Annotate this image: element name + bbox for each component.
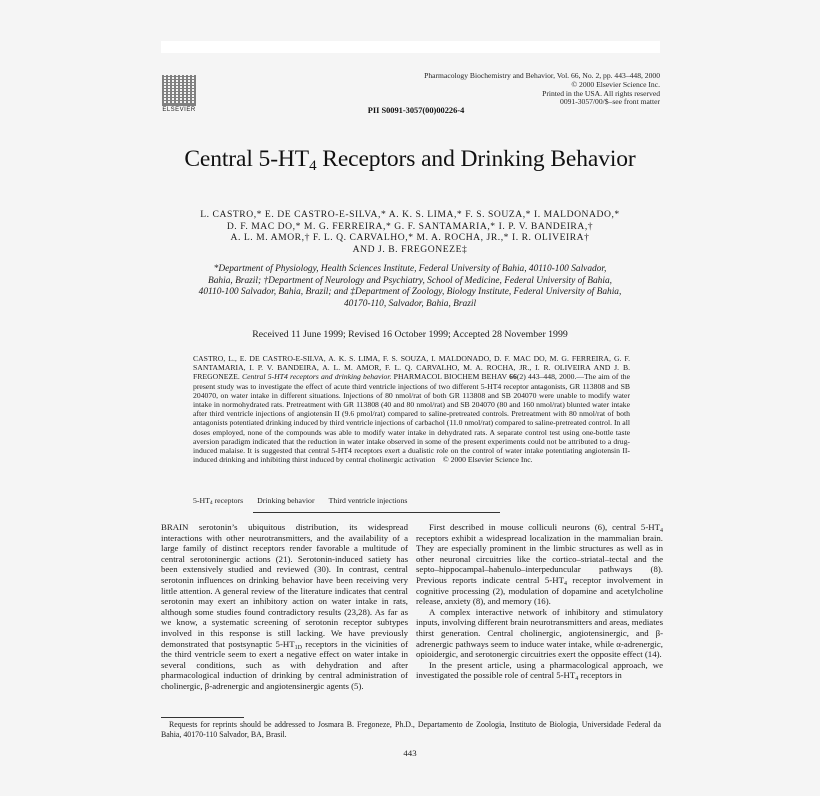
abstract-citation-title: Central 5-HT4 receptors and drinking behavior. (242, 372, 392, 382)
keywords (193, 496, 407, 505)
abstract-citation-authors: CASTRO, L., E. DE CASTRO-E-SILVA, A. K. S. LIMA, F. S. SOUZA, I. MALDONADO, D. F. MAC DO, M. G. FERREIRA, G. F. SANTAMARIA, I. P. V. BANDEIRA, A. L. M. AMOR, F. L. Q. CARVALHO, M. A. ROCHA, JR., I. R. OLIVEIRA AND J. B. FREGONEZE. (193, 354, 630, 382)
author-list (160, 209, 660, 255)
title-text: Central 5-HT (184, 146, 310, 172)
abstract-copyright: © 2000 Elsevier Science Inc. (442, 455, 533, 465)
keyword: $5-HT_4$ receptors (193, 496, 244, 506)
affiliation-line: 40110-100 Salvador, Bahia, Brazil; and ‡Department of Zoology, Biology Institute, Federal University of Bahia, (198, 287, 622, 298)
top-white-bar (161, 41, 660, 53)
body-column-right (416, 522, 663, 681)
elsevier-tree-icon (162, 75, 196, 106)
author-line: AND J. B. FREGONEZE‡ (352, 243, 468, 255)
affiliation-line: 40170-110, Salvador, Bahia, Brazil (343, 298, 477, 309)
title-subscript: 4 (309, 158, 317, 174)
issn-line: 0091-3057/00/$–see front matter (560, 97, 660, 107)
author-line: L. CASTRO,* E. DE CASTRO-E-SILVA,* A. K. S. LIMA,* F. S. SOUZA,* I. MALDONADO,* (200, 209, 620, 220)
abstract-citation-journal: PHARMACOL BIOCHEM BEHAV (393, 372, 507, 382)
author-line: D. F. MAC DO,* M. G. FERREIRA,* G. F. SANTAMARIA,* I. P. V. BANDEIRA,† (226, 220, 594, 232)
abstract (193, 354, 630, 464)
printed-line: Printed in the USA. All rights reserved (542, 88, 660, 98)
page-number: 443 (403, 748, 417, 758)
submission-dates: Received 11 June 1999; Revised 16 October 1999; Accepted 28 November 1999 (252, 329, 568, 340)
reprint-footnote: Requests for reprints should be addressed to Josmara B. Fregoneze, Ph.D., Departamento de Zoologia, Instituto de Biologia, Universidade Federal da Bahia, 40170-110 Salvador, BA, Brasil. (161, 720, 661, 739)
body-column-left (161, 522, 408, 692)
footnote-divider (161, 717, 244, 718)
copyright-line: © 2000 Elsevier Science Inc. (571, 79, 660, 89)
author-line: A. L. M. AMOR,† F. L. Q. CARVALHO,* M. A. ROCHA, JR.,* I. R. OLIVEIRA† (230, 232, 590, 244)
affiliation-line: Bahia, Brazil; †Department of Neurology and Psychiatry, School of Medicine, Federal University of Bahia, (207, 275, 612, 286)
paragraph: In the present article, using a pharmacological approach, we investigated the possible role of central $5-HT_4$ receptors in (416, 659, 663, 683)
abstract-citation-rest: (2) 443–448, 2000.— (516, 372, 585, 382)
affiliations (160, 264, 660, 310)
article-title (160, 146, 660, 173)
paragraph: A complex interactive network of inhibitory and stimulatory inputs, involving different brain neurotransmitters and areas, mediates thirst generation. Central cholinergic, angiotensinergic, and β-adrenergic pathways seem to induce water intake, while α-adrenergic, opioidergic, and serotonergic circuitries exert the opposite effect (14). (416, 606, 663, 660)
title-text: Receptors and Drinking Behavior (316, 146, 636, 172)
section-divider (253, 512, 500, 513)
keyword: Drinking behavior (257, 496, 315, 505)
paragraph: First described in mouse colliculi neurons (6), central $5-HT_4$ receptors exhibit a widespread localization in the mammalian brain. They are especially prominent in the limbic structures as well as in other neuronal circuitries like the cortico–striatal–tectal and the septo–hippocampal–habenulo–interpeduncular pathways (8). Previous reports indicate central $5-HT_4$ receptor involvement in cognitive processing (2), modulation of dopamine and acetylcholine release, anxiety (8), and memory (16). (416, 522, 664, 607)
abstract-body: The aim of the present study was to investigate the effect of acute third ventricle injections of two different 5-HT4 receptor antagonists, GR 113808 and SB 204070, on water intake in different situations. Injections of 80 nmol/rat of both GR 113808 and SB 204070 were unable to modify water intake in normohydrated rats. Pretreatment with GR 113808 (40 and 80 nmol/rat) and SB 204070 (80 and 160 nmol/rat) blunted water intake after third ventricle injections of angiotensin II (9.6 pmol/rat) compared to saline-pretreated controls. Pretreatment with 80 nmol/rat of both antagonists potentiated drinking induced by third ventricle injections of carbachol (11.0 nmol/rat) compared to saline-pretreated control. In all doses employed, none of the compounds was able to modify water intake in dehydrated rats. A separate control test using one-bottle taste aversion paradigm indicated that the reduction in water intake observed in some of the present experiments could not be attributed to a drug-induced malaise. It is suggested that central 5-HT4 receptors exert a dualistic role on the control of water intake potentiating angiotensin II-induced drinking and inhibiting thirst induced by central cholinergic activation (193, 372, 631, 465)
logo-wordmark: ELSEVIER (162, 107, 196, 113)
keyword: Third ventricle injections (328, 496, 408, 505)
affiliation-line: *Department of Physiology, Health Sciences Institute, Federal University of Bahia, 40110-100 Salvador, (213, 264, 607, 274)
journal-info (424, 72, 660, 107)
pii-identifier: PII S0091-3057(00)00226-4 (367, 106, 465, 115)
abstract-citation-volume: 66 (509, 372, 517, 382)
paragraph: BRAIN serotonin’s ubiquitous distribution, its widespread interactions with other neurotransmitters, and the availability of a large family of distinct receptors render favorable a multitude of central serotoninergic actions (21). Serotonin-induced satiety has been extensively studied and reviewed (30). In contrast, central serotonin influences on drinking behavior have been receiving very little attention. A general review of the literature indicates that central serotonin may exert an inhibitory action on water intake in rats, although some studies found contradictory results (23,28). As far as we know, a systematic screening of serotonin receptor subtypes involved in this response is still lacking. We have previously demonstrated that postsynaptic $5-HT_{1D}$ receptors in the vicinities of the third ventricle seem to exert a negative effect on water intake in several conditions, such as with dehydration and after pharmacological induction of drinking by central administration of cholinergic, β-adrenergic and angiotensinergic agents (5). (161, 522, 408, 691)
journal-citation-line: Pharmacology Biochemistry and Behavior, Vol. 66, No. 2, pp. 443–448, 2000 (424, 71, 660, 80)
